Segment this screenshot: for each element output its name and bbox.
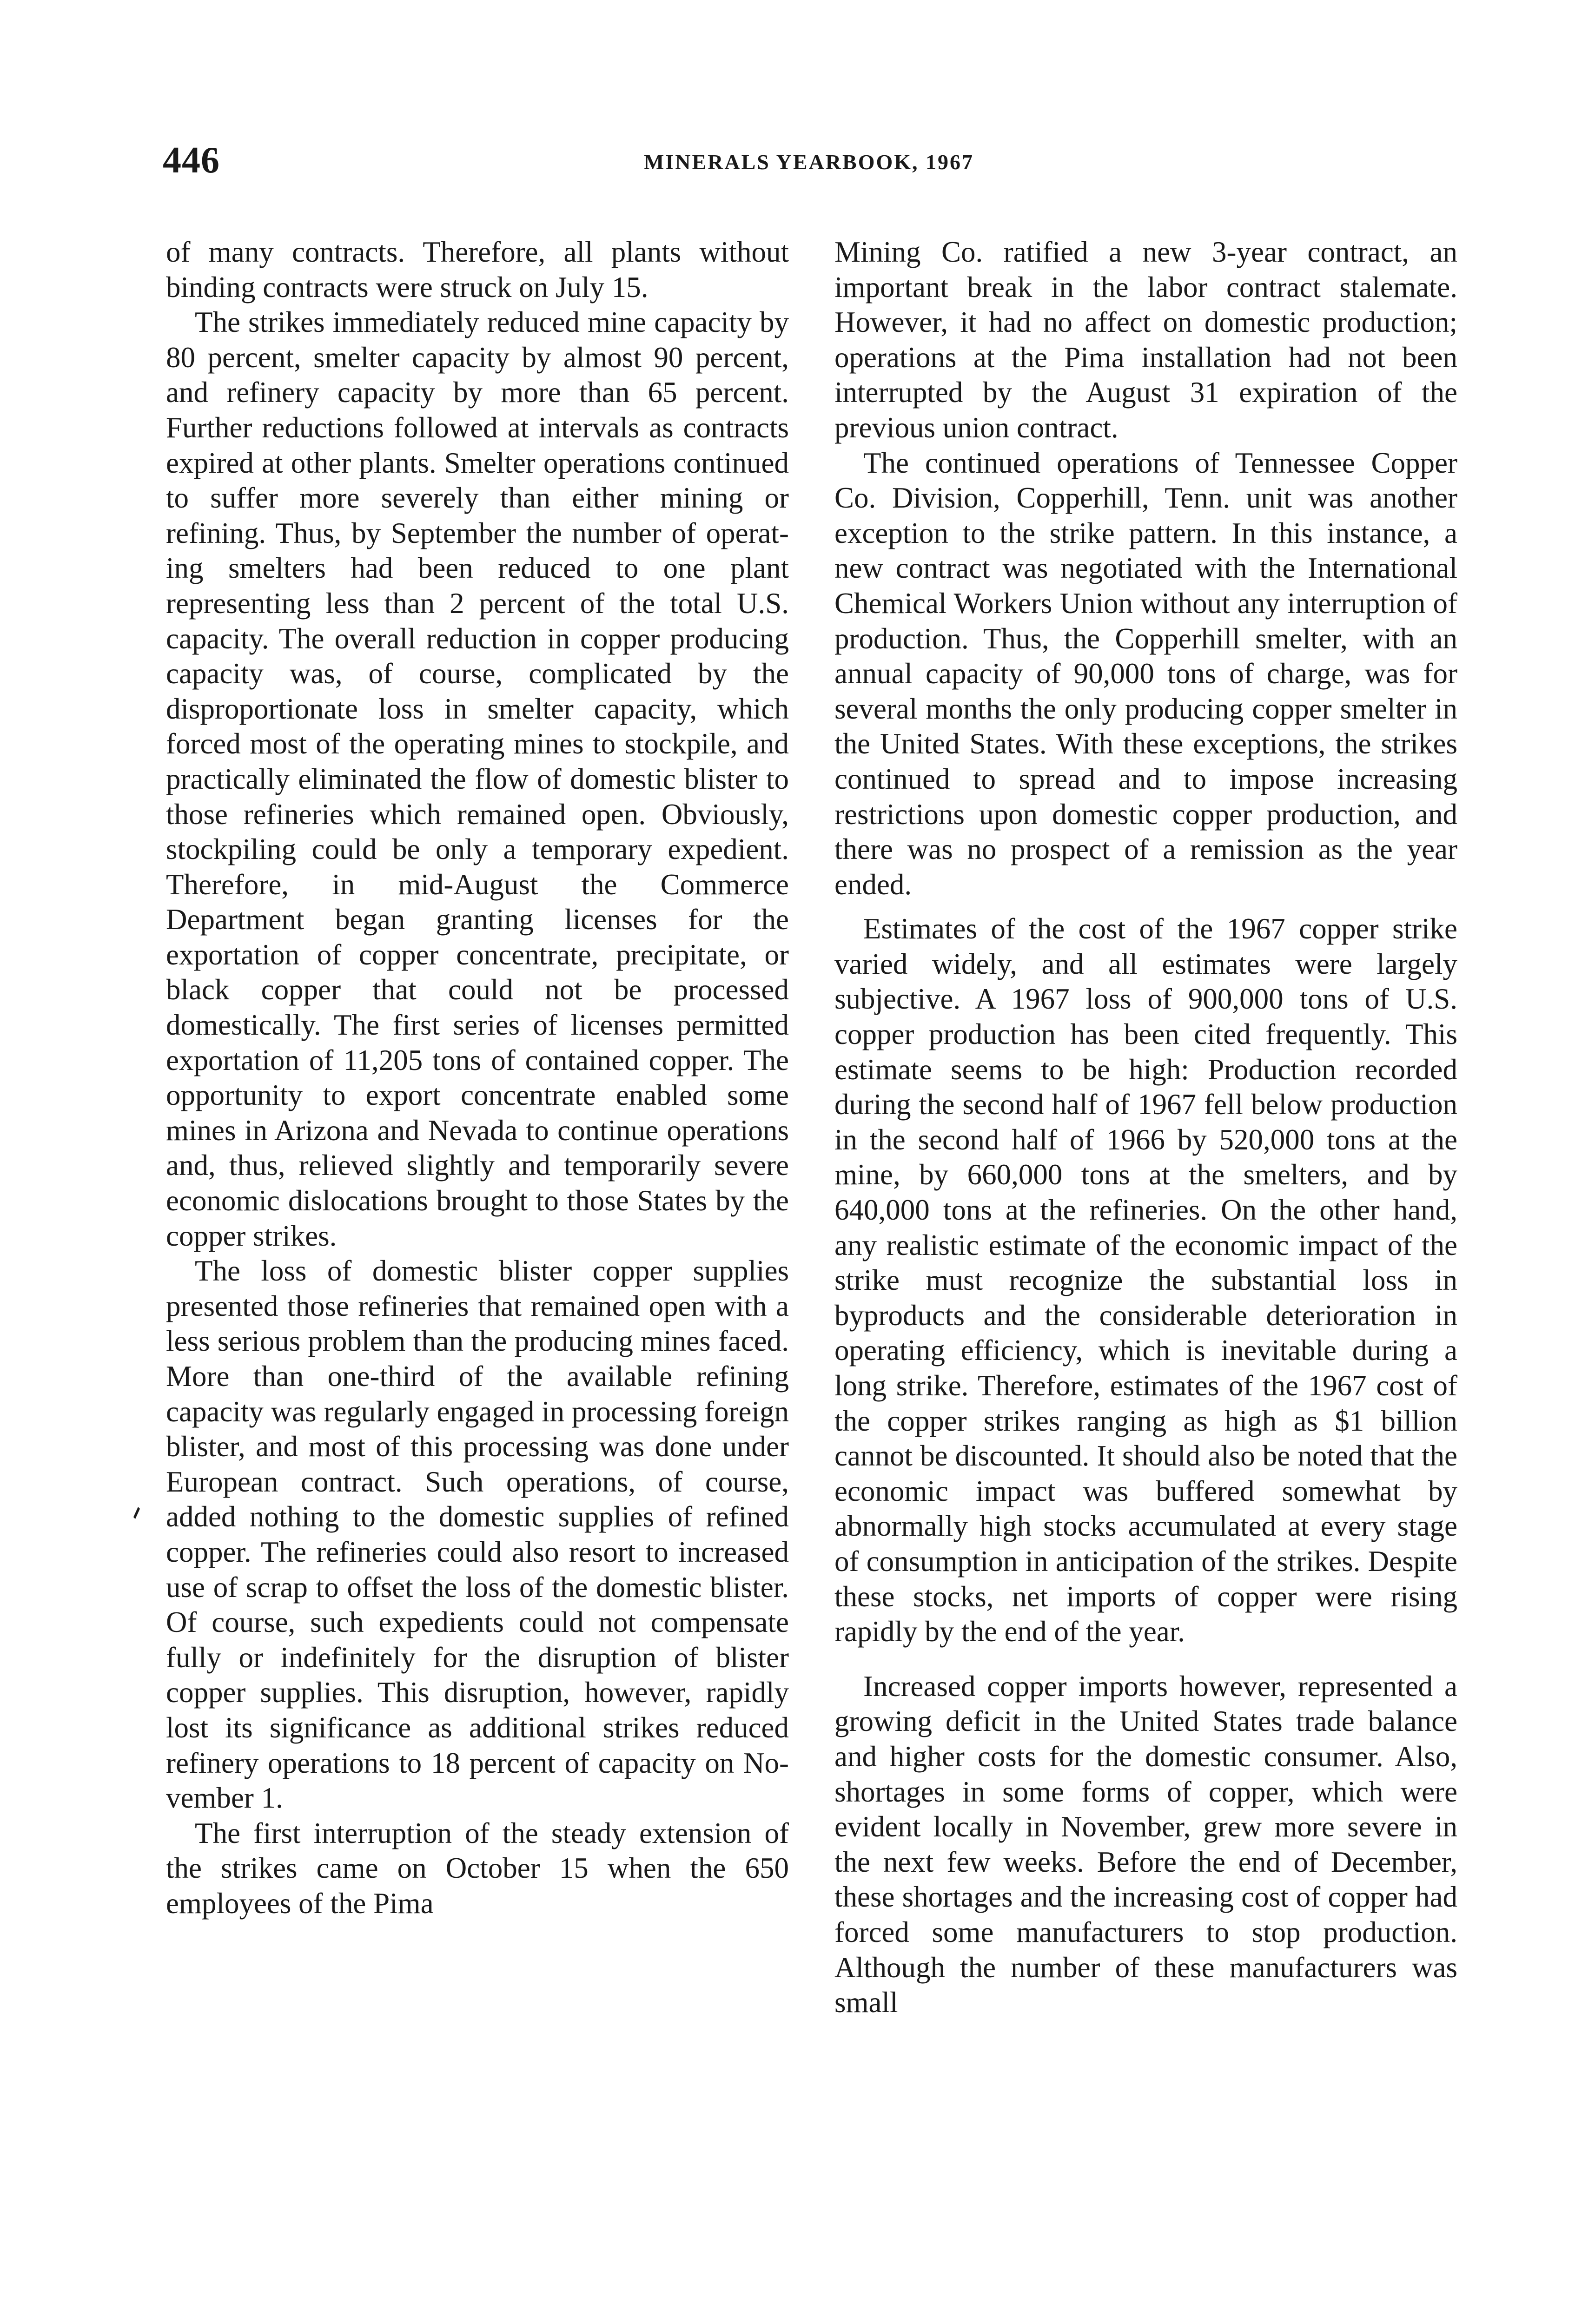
paragraph: The strikes immediately reduced mine capacity by 80 percent, smelter capacity by almost 90 percent, and refinery capacity by more than 65 percent. Further reductions followed at intervals as contracts expired at other plants. Smelter operations continued to suffer more severely than either mining or refining. Thus, by September the number of operating smelters had been reduced to one plant representing less than 2 percent of the total U.S. capacity. The overall reduction in copper producing capacity was, of course, complicated by the disproportionate loss in smelter capacity, which forced most of the operating mines to stockpile, and practically eliminated the flow of domestic blister to those refineries which remained open. Obviously, stockpiling could be only a temporary expedient. Therefore, in mid-August the Commerce Department began granting licenses for the exportation of copper concentrate, precipitate, or black copper that could not be processed domestically. The first series of licenses permitted exportation of 11,205 tons of contained copper. The opportunity to export concentrate enabled some mines in Arizona and Nevada to continue operations and, thus, relieved slightly and temporarily severe economic dislocations brought to those States by the copper strikes. bbox=[166, 306, 789, 1252]
page-number: 446 bbox=[163, 140, 220, 181]
paragraph: Increased copper imports however, represented a growing deficit in the United States trade balance and higher costs for the domestic consumer. Also, shortages in some forms of copper, which were evident locally in November, grew more severe in the next few weeks. Before the end of December, these shortages and the increasing cost of copper had forced some manufacturers to stop production. Although the number of these manufacturers was small bbox=[834, 1670, 1457, 2019]
page-header bbox=[163, 139, 1455, 191]
left-column bbox=[166, 235, 789, 1921]
margin-ink-mark bbox=[132, 1506, 141, 1520]
paragraph: Estimates of the cost of the 1967 copper strike varied widely, and all estimates were largely subjective. A 1967 loss of 900,000 tons of U.S. copper production has been cited frequently. This estimate seems to be high: Production recorded during the second half of 1967 fell below production in the second half of 1966 by 520,000 tons at the mine, by 660,000 tons at the smelters, and by 640,000 tons at the refineries. On the other hand, any realistic estimate of the economic impact of the strike must recognize the substantial loss in byproducts and the considerable deterioration in operating efficiency, which is inevitable during a long strike. Therefore, estimates of the 1967 cost of the copper strikes ranging as high as $1 billion cannot be discounted. It should also be noted that the economic impact was buffered somewhat by abnormally high stocks accumulated at every stage of consumption in anticipation of the strikes. Despite these stocks, net imports of copper were rising rapidly by the end of the year. bbox=[834, 912, 1457, 1648]
paragraph: The loss of domestic blister copper supplies presented those refineries that remained open with a less serious problem than the producing mines faced. More than one-third of the available refining capacity was regularly engaged in processing foreign blister, and most of this processing was done under European contract. Such operations, of course, added nothing to the domestic supplies of refined copper. The refineries could also resort to increased use of scrap to offset the loss of the domestic blister. Of course, such expedients could not compensate fully or indefinitely for the disruption of blister copper supplies. This disruption, however, rapidly lost its significance as additional strikes reduced refinery operations to 18 percent of capacity on November 1. bbox=[166, 1254, 789, 1815]
paragraph: of many contracts. Therefore, all plants without binding contracts were struck on July 15. bbox=[166, 236, 789, 304]
paragraph: The first interruption of the steady extension of the strikes came on October 15 when the 650 employees of the Pima bbox=[166, 1816, 789, 1920]
running-head: MINERALS YEARBOOK, 1967 bbox=[643, 150, 974, 174]
right-column bbox=[834, 235, 1457, 2020]
paragraph: The continued operations of Tennessee Copper Co. Division, Copperhill, Tenn. unit was another exception to the strike pattern. In this instance, a new contract was negotiated with the International Chemical Workers Union without any interruption of production. Thus, the Copperhill smelter, with an annual capacity of 90,000 tons of charge, was for several months the only producing copper smelter in the United States. With these exceptions, the strikes continued to spread and to impose increasing restrictions upon domestic copper production, and there was no prospect of a remission as the year ended. bbox=[834, 446, 1457, 901]
paragraph: Mining Co. ratified a new 3-year contract, an important break in the labor contract stalemate. However, it had no affect on domestic production; operations at the Pima installation had not been interrupted by the August 31 expiration of the previous union contract. bbox=[834, 236, 1457, 444]
